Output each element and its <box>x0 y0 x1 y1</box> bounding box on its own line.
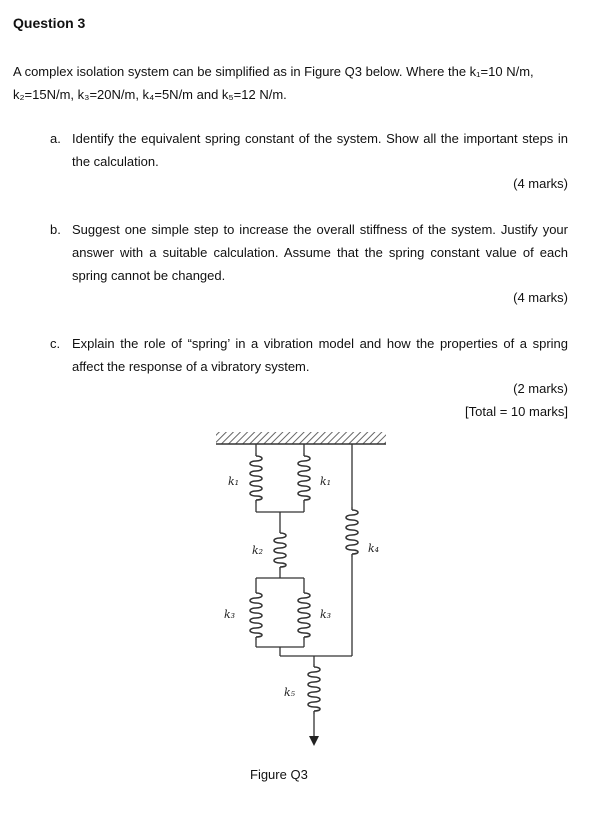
total-marks: [Total = 10 marks] <box>465 404 568 419</box>
label-k1-left: k₁ <box>228 475 240 488</box>
label-k4: k₄ <box>368 542 380 555</box>
part-b-text: Suggest one simple step to increase the overall stiffness of the system. Justify your answer with a suitable calculation. Assume that the spring constant value of each spring cannot be changed. <box>72 222 568 283</box>
spring-k1-right <box>298 453 310 503</box>
part-a-label: a. <box>50 131 61 146</box>
intro-line-2: k₂=15N/m, k₃=20N/m, k₄=5N/m and k₅=12 N/m. <box>13 87 287 102</box>
spring-k3-left <box>250 590 262 640</box>
part-a-marks: (4 marks) <box>513 176 568 191</box>
part-a-text: Identify the equivalent spring constant of the system. Show all the important steps in the calculation. <box>72 131 568 169</box>
label-k3-left: k₃ <box>224 608 236 621</box>
label-k3-right: k₃ <box>320 608 332 621</box>
spring-k4 <box>346 507 358 557</box>
figure-caption: Figure Q3 <box>250 767 308 782</box>
question-title: Question 3 <box>13 15 86 31</box>
part-c-label: c. <box>50 336 61 351</box>
part-c-text: Explain the role of “spring’ in a vibration model and how the properties of a spring affect the response of a vibratory system. <box>72 336 568 374</box>
spring-k5 <box>308 664 320 714</box>
ceiling-hatch <box>216 432 386 444</box>
label-k1-right: k₁ <box>320 475 332 488</box>
spring-k1-left <box>250 453 262 503</box>
label-k5: k₅ <box>284 686 296 699</box>
force-arrow <box>309 736 319 746</box>
spring-k3-right <box>298 590 310 640</box>
part-b-label: b. <box>50 222 61 237</box>
spring-k2 <box>274 530 286 570</box>
label-k2: k₂ <box>252 544 264 557</box>
part-b-marks: (4 marks) <box>513 290 568 305</box>
part-c-marks: (2 marks) <box>513 381 568 396</box>
intro-line-1: A complex isolation system can be simplified as in Figure Q3 below. Where the k₁=10 N/m, <box>13 64 534 79</box>
